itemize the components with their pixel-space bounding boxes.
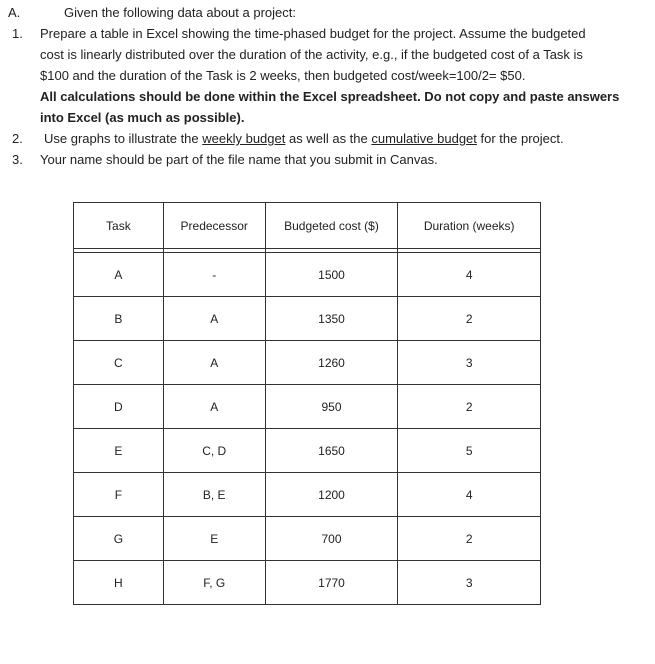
- cell-duration: 3: [398, 341, 541, 385]
- item-1-bold-line-2: into Excel (as much as possible).: [40, 110, 245, 125]
- table-row: [74, 473, 541, 517]
- item-2-text-middle: as well as the: [285, 131, 372, 146]
- header-predecessor: Predecessor: [163, 203, 265, 249]
- cell-cost: 1200: [265, 473, 398, 517]
- cell-task: G: [74, 517, 164, 561]
- item-1-line-2: cost is linearly distributed over the duration of the activity, e.g., if the budgeted cost of a Task is: [40, 47, 583, 62]
- cell-predecessor: -: [163, 253, 265, 297]
- cell-duration: 5: [398, 429, 541, 473]
- item-1-bold-line-1: All calculations should be done within the Excel spreadsheet. Do not copy and paste answers: [40, 89, 620, 104]
- cell-task: D: [74, 385, 164, 429]
- cell-predecessor: C, D: [163, 429, 265, 473]
- cell-task: F: [74, 473, 164, 517]
- cell-cost: 700: [265, 517, 398, 561]
- section-intro: Given the following data about a project:: [64, 5, 296, 20]
- item-2-text-before: Use graphs to illustrate the: [44, 131, 203, 146]
- item-2-number: 2.: [12, 131, 23, 146]
- cell-predecessor: A: [163, 385, 265, 429]
- cell-duration: 2: [398, 385, 541, 429]
- cell-cost: 1650: [265, 429, 398, 473]
- section-label: A.: [8, 5, 21, 20]
- cell-predecessor: F, G: [163, 561, 265, 605]
- cell-task: B: [74, 297, 164, 341]
- cell-task: C: [74, 341, 164, 385]
- cell-predecessor: A: [163, 341, 265, 385]
- cell-cost: 1260: [265, 341, 398, 385]
- item-1-number: 1.: [12, 26, 23, 41]
- cell-cost: 1500: [265, 253, 398, 297]
- cell-task: A: [74, 253, 164, 297]
- table-header-row: [74, 203, 541, 249]
- item-2-text-after: for the project.: [476, 131, 564, 146]
- cell-duration: 2: [398, 297, 541, 341]
- table-row: [74, 385, 541, 429]
- table-row: [74, 297, 541, 341]
- item-1-line-1: Prepare a table in Excel showing the time-phased budget for the project. Assume the budgeted: [40, 26, 586, 41]
- cumulative-budget-term: cumulative budget: [371, 131, 477, 146]
- cell-cost: 1350: [265, 297, 398, 341]
- cell-task: H: [74, 561, 164, 605]
- cell-predecessor: A: [163, 297, 265, 341]
- weekly-budget-term: weekly budget: [202, 131, 286, 146]
- table-row: [74, 341, 541, 385]
- table-row: [74, 429, 541, 473]
- project-data-table: [73, 202, 541, 605]
- cell-task: E: [74, 429, 164, 473]
- cell-predecessor: E: [163, 517, 265, 561]
- cell-cost: 950: [265, 385, 398, 429]
- item-1-line-3: $100 and the duration of the Task is 2 weeks, then budgeted cost/week=100/2= $50.: [40, 68, 526, 83]
- table-row: [74, 253, 541, 297]
- item-3-text: Your name should be part of the file name that you submit in Canvas.: [40, 152, 438, 167]
- header-task: Task: [74, 203, 164, 249]
- cell-duration: 4: [398, 253, 541, 297]
- table-row: [74, 561, 541, 605]
- cell-cost: 1770: [265, 561, 398, 605]
- item-3-number: 3.: [12, 152, 23, 167]
- table-row: [74, 517, 541, 561]
- cell-duration: 3: [398, 561, 541, 605]
- item-2-text: [44, 131, 564, 147]
- cell-predecessor: B, E: [163, 473, 265, 517]
- cell-duration: 4: [398, 473, 541, 517]
- header-budgeted-cost: Budgeted cost ($): [265, 203, 398, 249]
- cell-duration: 2: [398, 517, 541, 561]
- header-duration: Duration (weeks): [398, 203, 541, 249]
